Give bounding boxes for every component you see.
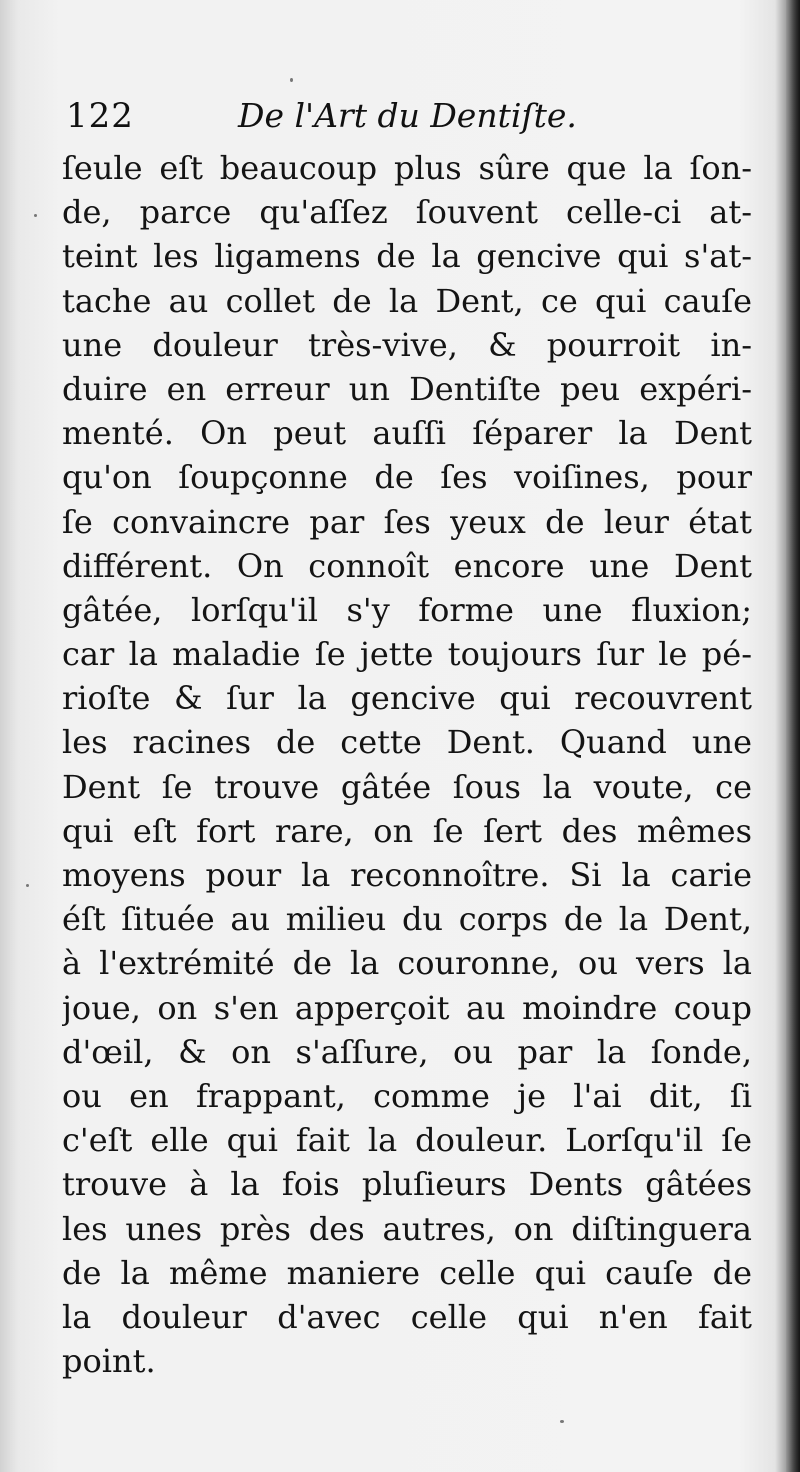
text-line: éſt ſituée au milieu du corps de la Dent, xyxy=(62,900,752,939)
page-gutter-shadow xyxy=(786,0,800,1472)
text-line: c'eſt elle qui fait la douleur. Lorſqu'il ſe xyxy=(62,1121,752,1160)
text-line: duire en erreur un Dentiſte peu expéri- xyxy=(62,369,752,408)
text-line: car la maladie ſe jette toujours ſur le pé- xyxy=(62,635,752,674)
text-line: les unes près des autres, on diſtinguera xyxy=(62,1209,752,1248)
text-line: teint les ligamens de la gencive qui s'at- xyxy=(62,237,752,276)
page-number: 122 xyxy=(66,96,134,136)
text-line: Dent ſe trouve gâtée ſous la voute, ce xyxy=(62,767,752,806)
text-line: à l'extrémité de la couronne, ou vers la xyxy=(62,944,752,983)
text-line: tache au collet de la Dent, ce qui cauſe xyxy=(62,281,752,320)
paper-speck xyxy=(34,214,37,217)
text-line: qu'on ſoupçonne de ſes voiſines, pour xyxy=(62,458,752,497)
text-line: trouve à la fois pluſieurs Dents gâtées xyxy=(62,1165,752,1204)
paper-speck xyxy=(26,884,29,887)
text-line: point. xyxy=(62,1342,156,1381)
running-title: De l'Art du Dentiſte. xyxy=(238,96,577,135)
text-line: joue, on s'en apperçoit au moindre coup xyxy=(62,988,752,1027)
text-line: d'œil, & on s'aſſure, ou par la ſonde, xyxy=(62,1032,752,1071)
body-text xyxy=(62,146,752,1383)
text-line: menté. On peut auſſi ſéparer la Dent xyxy=(62,414,752,453)
text-line: de, parce qu'aſſez ſouvent celle-ci at- xyxy=(62,193,752,232)
text-line: la douleur d'avec celle qui n'en fait xyxy=(62,1297,752,1336)
running-head xyxy=(66,96,746,142)
text-line: les racines de cette Dent. Quand une xyxy=(62,723,752,762)
text-line: différent. On connoît encore une Dent xyxy=(62,546,752,585)
text-line: rioſte & ſur la gencive qui recouvrent xyxy=(62,679,752,718)
text-line: gâtée, lorſqu'il s'y forme une fluxion; xyxy=(62,590,752,629)
text-line: ou en frappant, comme je l'ai dit, ſi xyxy=(62,1076,752,1115)
text-line: une douleur très-vive, & pourroit in- xyxy=(62,325,752,364)
paper-speck xyxy=(290,78,293,82)
text-line: moyens pour la reconnoître. Si la carie xyxy=(62,856,752,894)
text-line: ſeule eſt beaucoup plus sûre que la ſon- xyxy=(62,149,752,187)
text-line: de la même maniere celle qui cauſe de xyxy=(62,1253,752,1292)
paper-speck xyxy=(560,1420,564,1423)
text-line: ſe convaincre par ſes yeux de leur état xyxy=(62,502,752,541)
text-line: qui eſt fort rare, on ſe ſert des mêmes xyxy=(62,811,752,850)
